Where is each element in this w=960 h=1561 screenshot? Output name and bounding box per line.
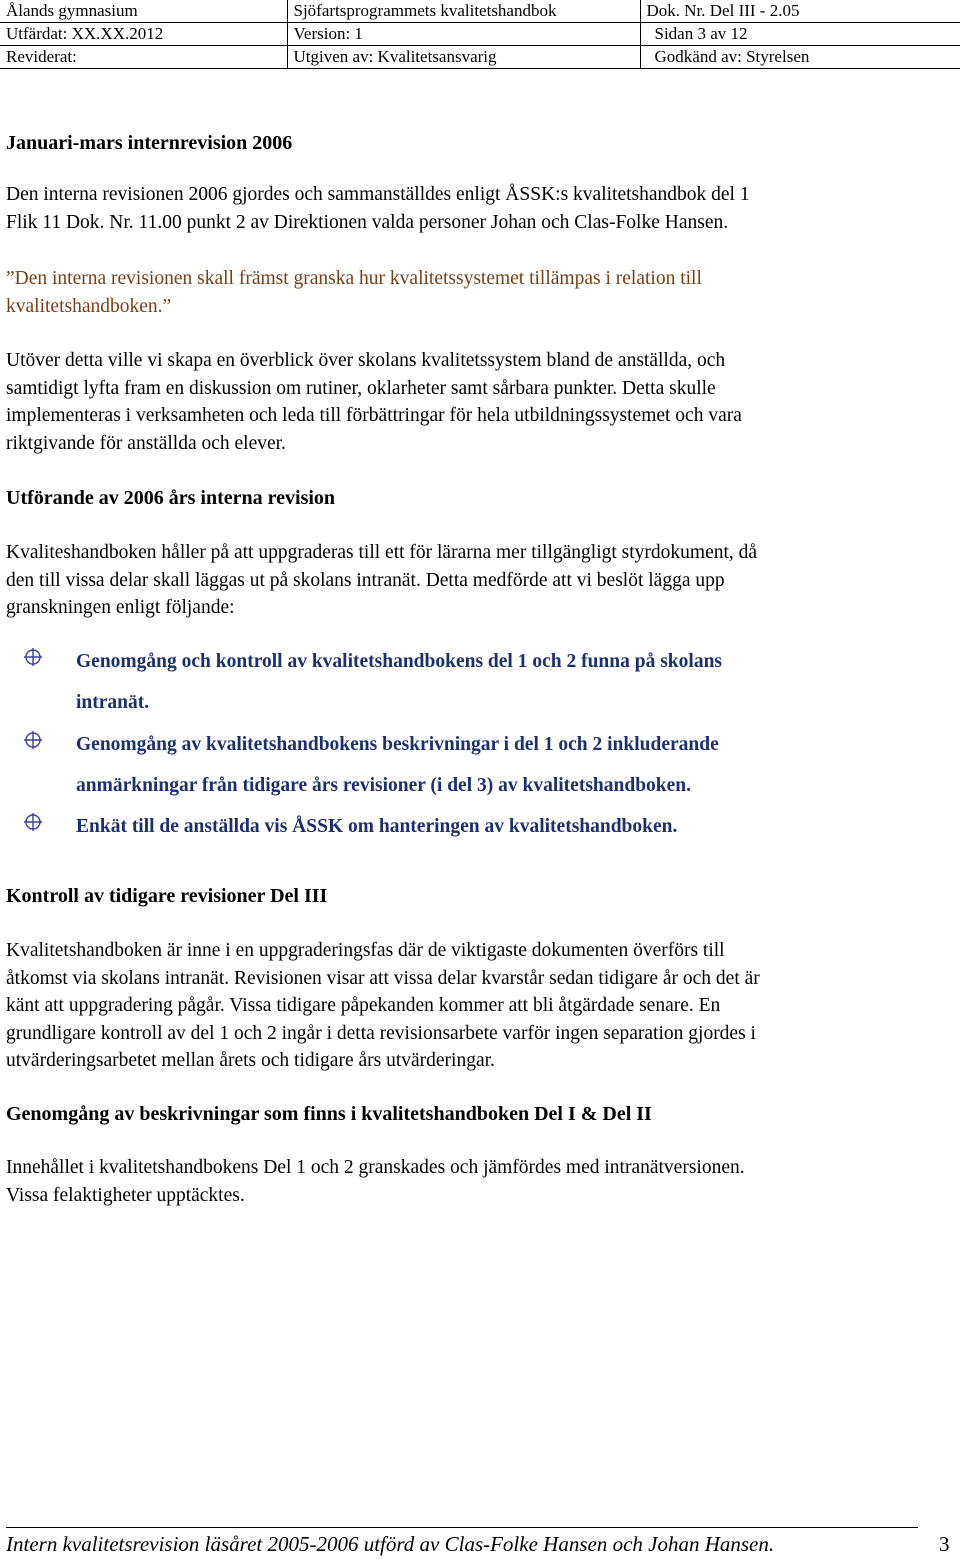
- document-number: Dok. Nr. Del III - 2.05: [640, 0, 960, 23]
- paragraph: [6, 1154, 941, 1209]
- text-line: kvalitetshandboken.”: [6, 295, 172, 317]
- text-line: Genomgång av kvalitetshandbokens beskrivningar i del 1 och 2 inkluderande: [76, 734, 719, 755]
- footer-divider: [6, 1527, 918, 1528]
- school-name: Ålands gymnasium: [0, 0, 287, 23]
- section-heading: Utförande av 2006 års interna revision: [6, 487, 336, 509]
- handbook-name: Sjöfartsprogrammets kvalitetshandbok: [287, 0, 640, 23]
- section-heading: Kontroll av tidigare revisioner Del III: [6, 885, 328, 907]
- crosshair-circle-icon: [24, 731, 42, 749]
- text-line: granskningen enligt följande:: [6, 597, 235, 618]
- header-row: [0, 46, 960, 69]
- paragraph: [6, 181, 941, 236]
- crosshair-circle-icon: [24, 813, 42, 831]
- list-item: [76, 641, 916, 723]
- revised: Reviderat:: [0, 46, 287, 69]
- header-row: [0, 23, 960, 46]
- text-line: Vissa felaktigheter upptäcktes.: [6, 1184, 245, 1206]
- version: Version: 1: [287, 23, 640, 46]
- text-line: intranät.: [76, 692, 150, 713]
- text-line: Den interna revisionen 2006 gjordes och sammanställdes enligt ÅSSK:s kvalitetshandbok del 1: [6, 184, 750, 205]
- list-item: [76, 806, 916, 847]
- list-item: [76, 724, 916, 806]
- text-line: den till vissa delar skall läggas ut på skolans intranät. Detta medförde att vi beslöt lägga upp: [6, 569, 725, 591]
- issued-date: Utfärdat: XX.XX.2012: [0, 23, 287, 46]
- text-line: implementeras i verksamheten och leda till förbättringar för hela utbildningssystemet och vara: [6, 405, 742, 426]
- paragraph: [6, 937, 941, 1075]
- section-heading: Genomgång av beskrivningar som finns i kvalitetshandboken Del I & Del II: [6, 1103, 652, 1125]
- paragraph: [6, 539, 941, 622]
- issued-by: Utgiven av: Kvalitetsansvarig: [287, 46, 640, 69]
- text-line: Utöver detta ville vi skapa en överblick över skolans kvalitetssystem bland de anställda, och: [6, 350, 726, 371]
- text-line: Innehållet i kvalitetshandbokens Del 1 och 2 granskades och jämfördes med intranätversionen.: [6, 1157, 745, 1178]
- text-line: riktgivande för anställda och elever.: [6, 432, 286, 454]
- header-row: [0, 0, 960, 23]
- approved-by: Godkänd av: Styrelsen: [640, 46, 960, 69]
- paragraph: [6, 347, 941, 457]
- text-line: grundligare kontroll av del 1 och 2 ingår i detta revisionsarbete varför ingen separation gjordes i: [6, 1022, 756, 1044]
- text-line: åtkomst via skolans intranät. Revisionen visar att vissa delar kvarstår sedan tidigare år och det är: [6, 967, 760, 989]
- section-heading: Januari-mars internrevision 2006: [6, 132, 293, 154]
- text-line: Kvalitetshandboken är inne i en uppgraderingsfas där de viktigaste dokumenten överförs till: [6, 940, 725, 961]
- text-line: känt att uppgradering pågår. Vissa tidigare påpekanden kommer att bli åtgärdade senare. En: [6, 995, 721, 1016]
- document-header-table: [0, 0, 960, 69]
- footer-text: Intern kvalitetsrevision läsåret 2005-2006 utförd av Clas-Folke Hansen och Johan Hansen.: [6, 1532, 775, 1556]
- text-line: Enkät till de anställda vis ÅSSK om hanteringen av kvalitetshandboken.: [76, 816, 678, 837]
- text-line: ”Den interna revisionen skall främst granska hur kvalitetssystemet tillämpas i relation till: [6, 268, 702, 289]
- quote-paragraph: [6, 265, 941, 320]
- text-line: utvärderingsarbetet mellan årets och tidigare års utvärderingar.: [6, 1050, 495, 1071]
- crosshair-circle-icon: [24, 648, 42, 666]
- text-line: Flik 11 Dok. Nr. 11.00 punkt 2 av Direktionen valda personer Johan och Clas-Folke Hansen.: [6, 211, 729, 233]
- text-line: Genomgång och kontroll av kvalitetshandbokens del 1 och 2 funna på skolans: [76, 651, 723, 672]
- text-line: samtidigt lyfta fram en diskussion om rutiner, oklarheter samt sårbara punkter. Detta skulle: [6, 377, 716, 399]
- text-line: Kvaliteshandboken håller på att uppgraderas till ett för lärarna mer tillgängligt styrdokument, då: [6, 542, 758, 563]
- text-line: anmärkningar från tidigare års revisioner (i del 3) av kvalitetshandboken.: [76, 775, 692, 796]
- page-count: Sidan 3 av 12: [640, 23, 960, 46]
- page-number: 3: [939, 1532, 950, 1556]
